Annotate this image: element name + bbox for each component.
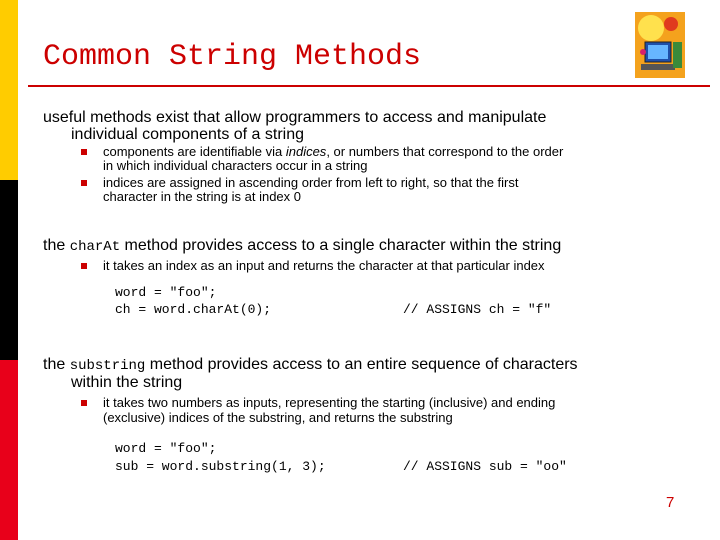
section3-text-line1: the substring method provides access to an entire sequence of characters — [43, 356, 578, 374]
section1-text-line1: useful methods exist that allow programmers to access and manipulate — [43, 109, 547, 126]
computer-clipart-icon — [635, 12, 685, 78]
code-comment: // ASSIGNS sub = "oo" — [403, 459, 567, 474]
title-underline — [28, 85, 710, 87]
bullet-icon — [81, 180, 87, 186]
section1-text-line2: individual components of a string — [71, 126, 305, 143]
section2-bullet1: it takes an index as an input and returns the character at that particular index — [103, 258, 545, 273]
page-number: 7 — [666, 494, 675, 511]
side-bar-yellow — [0, 0, 18, 180]
code-line: word = "foo"; — [115, 285, 217, 300]
section3-bullet1-line2: (exclusive) indices of the substring, and returns the substring — [103, 410, 453, 425]
code-line: word = "foo"; — [115, 441, 217, 456]
section3-bullet1-line1: it takes two numbers as inputs, representing the starting (inclusive) and ending — [103, 395, 556, 410]
code-comment: // ASSIGNS ch = "f" — [403, 302, 552, 317]
bullet-icon — [81, 400, 87, 406]
section1-bullet1-line2: in which individual characters occur in a string — [103, 158, 368, 173]
bullet-icon — [81, 263, 87, 269]
bullet-icon — [81, 149, 87, 155]
section2-text: the charAt method provides access to a single character within the string — [43, 237, 562, 255]
side-bar-black — [0, 180, 18, 360]
section1-bullet1-line1: components are identifiable via indices, or numbers that correspond to the order — [103, 144, 564, 159]
section3-text-line2: within the string — [71, 374, 183, 391]
side-bar-red — [0, 360, 18, 540]
code-line: sub = word.substring(1, 3); — [115, 459, 326, 474]
section1-bullet2-line1: indices are assigned in ascending order from left to right, so that the first — [103, 175, 519, 190]
code-line: ch = word.charAt(0); — [115, 302, 272, 317]
slide-title: Common String Methods — [43, 40, 422, 74]
section1-bullet2-line2: character in the string is at index 0 — [103, 189, 301, 204]
